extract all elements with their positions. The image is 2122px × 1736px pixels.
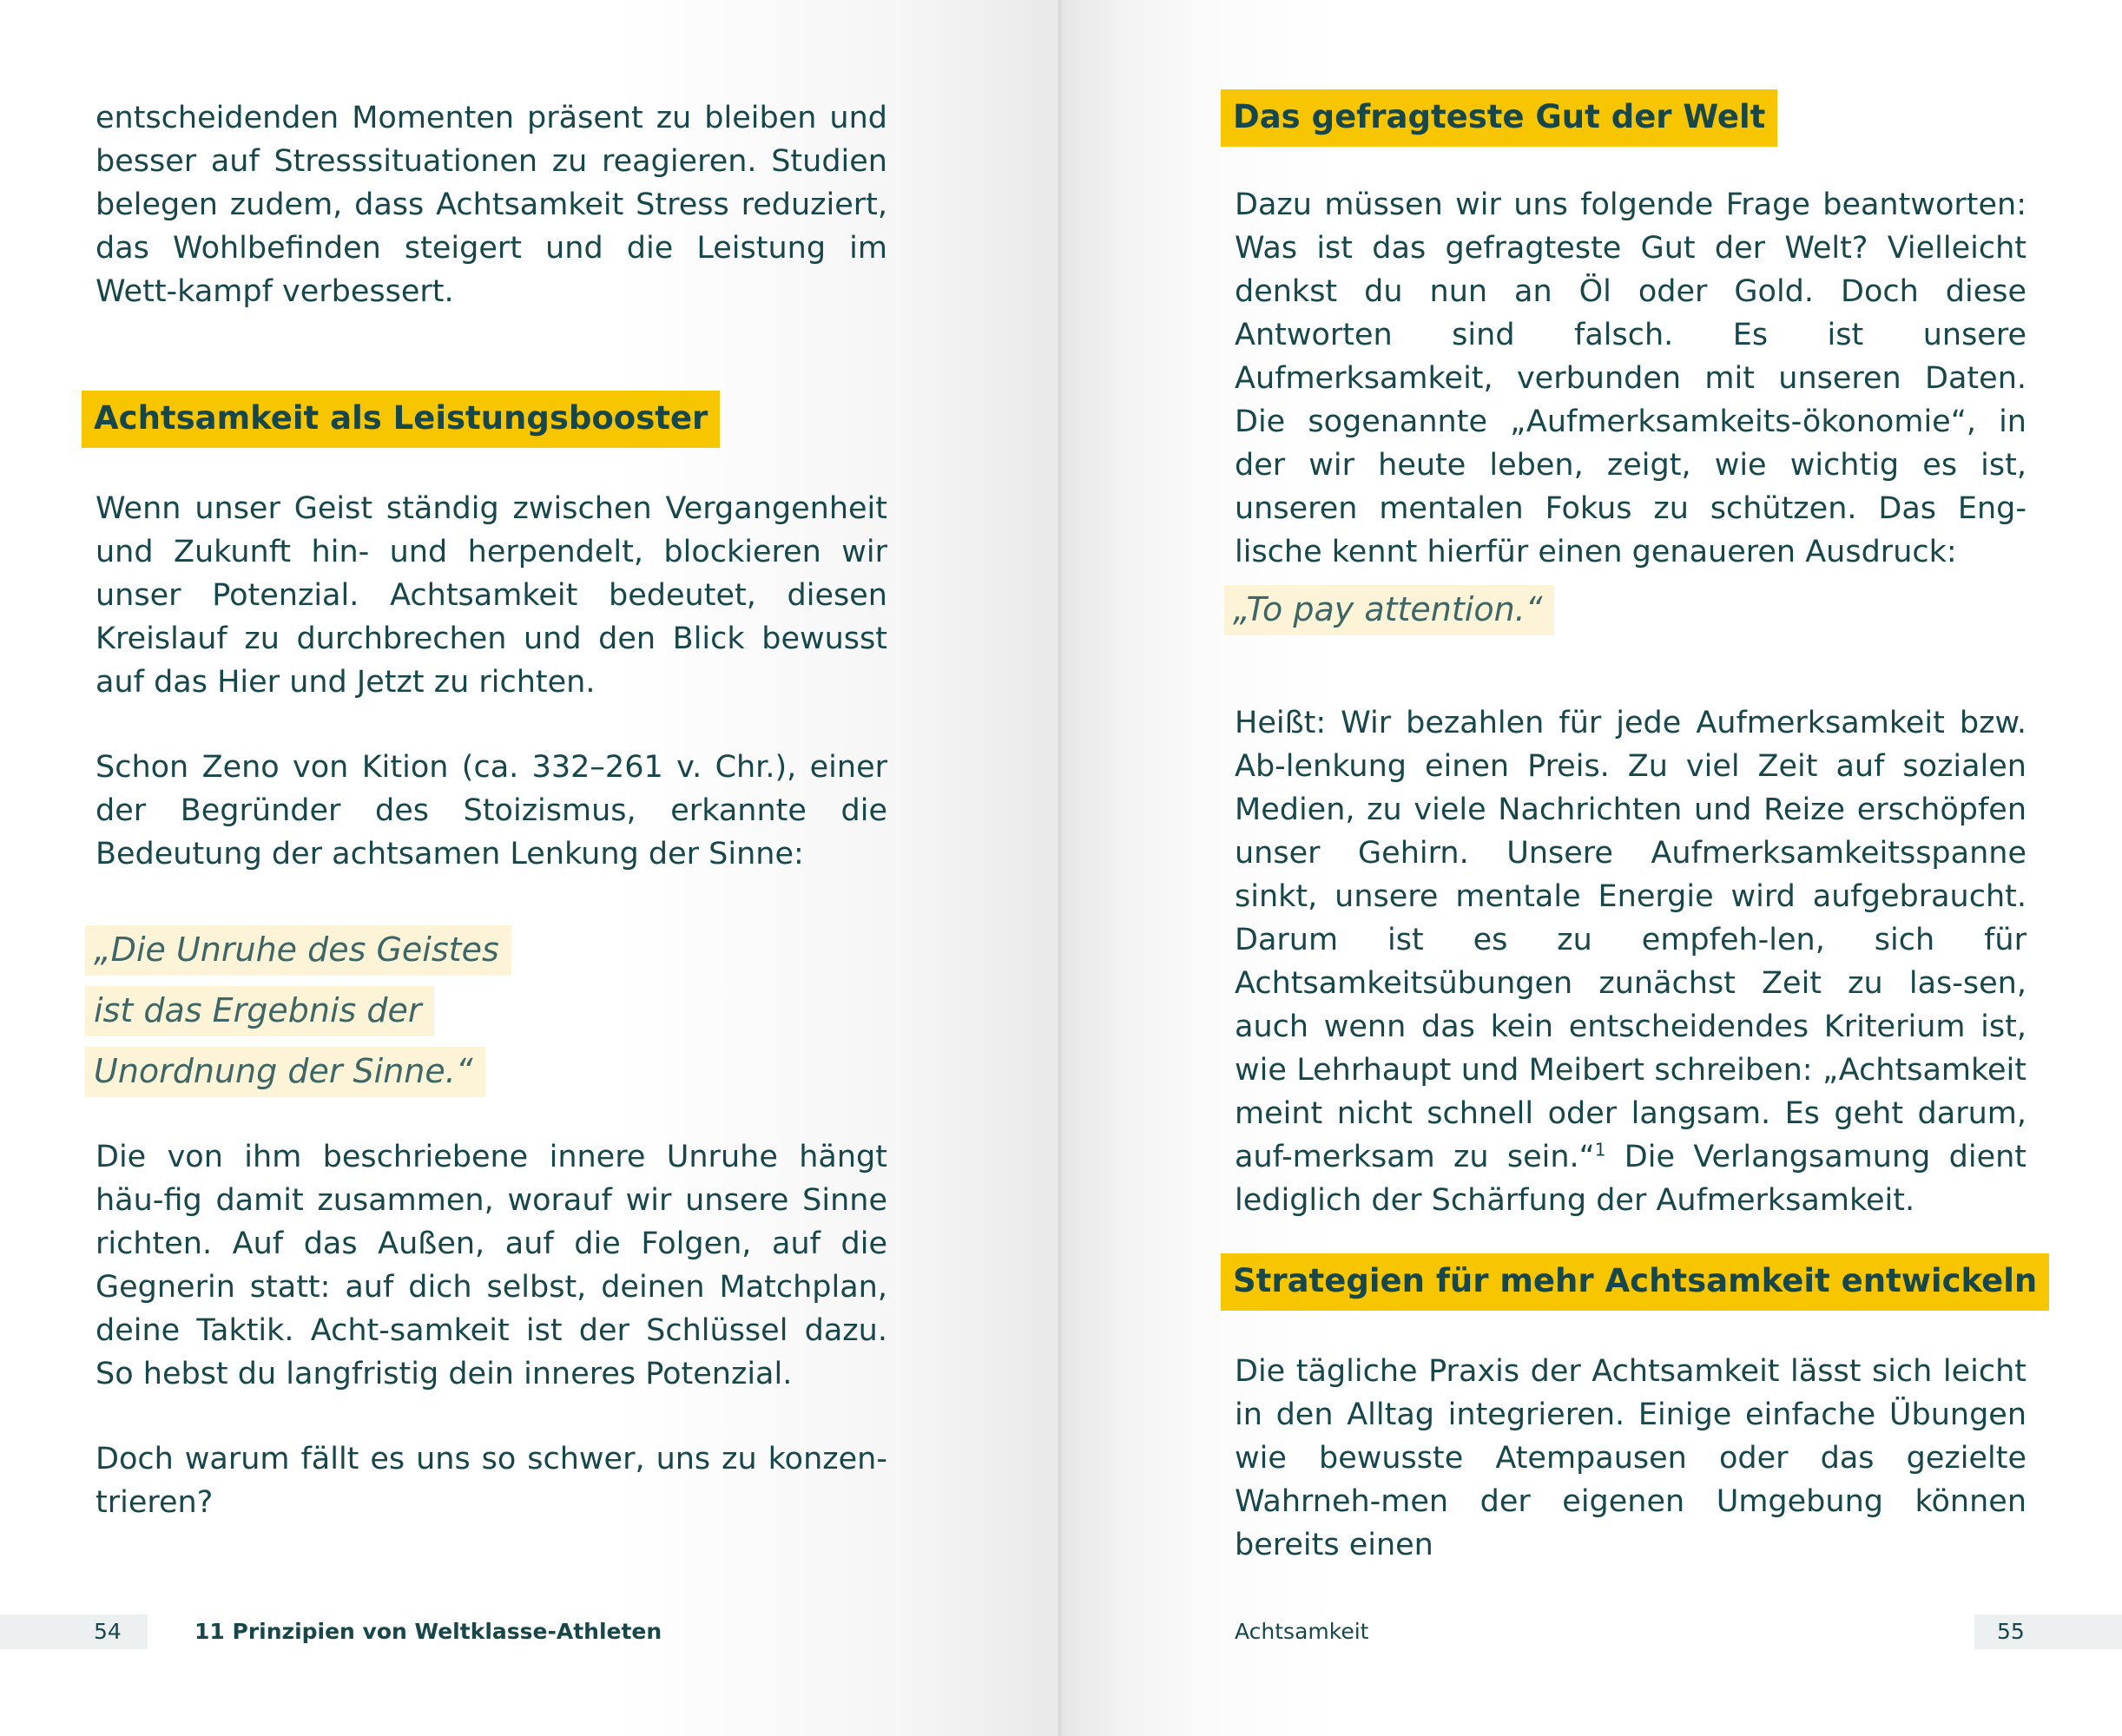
quote-line: „To pay attention.“ [1224,585,1554,635]
section-heading-strategien: Strategien für mehr Achtsamkeit entwickeln [1221,1253,2049,1311]
right-heading-1-wrapper [1235,89,1777,147]
paragraph-zeno: Schon Zeno von Kition (ca. 332–261 v. Chr.), einer der Begründer des Stoizismus, erkannte die Bedeutung der achtsamen Lenkung der Sinne: [96,750,887,871]
footnote-marker[interactable]: 1 [1594,1139,1606,1161]
running-title: 11 Prinzipien von Weltklasse-Athleten [194,1619,662,1644]
paragraph-unruhe: Die von ihm beschriebene innere Unruhe hängt häu-fig damit zusammen, worauf wir unsere Sinne richten. Auf das Außen, auf die Folgen, auf die Gegnerin statt: auf dich selbst, deinen Matchplan, deine Taktik. Acht-samkeit ist der Schlüssel dazu. So hebst du langfristig dein inneres Potenzial. [96,1140,887,1391]
intro-paragraph: entscheidenden Momenten präsent zu bleiben und besser auf Stresssituationen zu reagieren. Studien belegen zudem, dass Achtsamkeit Stress reduziert, das Wohlbefinden steigert und die Leistung im Wett-kampf verbessert. [96,101,887,309]
right-page [1061,0,2122,1736]
left-footer-band [0,1614,148,1649]
book-gutter [1058,0,1063,1736]
quote-line: ist das Ergebnis der [85,986,434,1036]
zeno-quote [85,925,511,1108]
paragraph-heisst-text: Heißt: Wir bezahlen für jede Aufmerksamkeit bzw. Ab-lenkung einen Preis. Zu viel Zeit auf sozialen Medien, zu viele Nachrichten und Reize erschöpfen unser Gehirn. Unsere Aufmerksamkeitsspanne sinkt, unsere mentale Energie wird aufgebraucht. Darum ist es zu empfeh-len, sich für Achtsamkeitsübungen zunächst Zeit zu las-sen, auch wenn das kein entscheidendes Kriterium ist, wie Lehrhaupt und Meibert schreiben: „Achtsamkeit meint nicht schnell oder langsam. Es geht darum, auf-merksam zu sein.“ [1235,706,2026,1174]
section-title-right: Achtsamkeit [1235,1619,1369,1644]
section-heading-gefragteste-gut: Das gefragteste Gut der Welt [1221,89,1777,147]
section-heading-leistungsbooster: Achtsamkeit als Leistungsbooster [82,391,720,448]
quote-line: Unordnung der Sinne.“ [85,1047,485,1097]
paragraph-praxis: Die tägliche Praxis der Achtsamkeit lässt sich leicht in den Alltag integrieren. Einige einfache Übungen wie bewusste Atempausen oder das gezielte Wahrneh-men der eigenen Umgebung können bereits einen [1235,1354,2026,1562]
page-number-right: 55 [1997,1619,2025,1644]
paragraph-heisst-tail: Die Verlangsamung dient lediglich der Schärfung der Aufmerksamkeit. [1235,1140,2027,1218]
left-heading-wrapper [96,391,720,448]
attention-quote [1224,585,1554,646]
paragraph-heisst [1235,701,2026,1222]
paragraph-kreislauf: Wenn unser Geist ständig zwischen Vergangenheit und Zukunft hin- und herpendelt, blockieren wir unser Potenzial. Achtsamkeit bedeutet, diesen Kreislauf zu durchbrechen und den Blick bewusst auf das Hier und Jetzt zu richten. [96,491,887,700]
paragraph-aufmerksamkeit: Dazu müssen wir uns folgende Frage beantworten: Was ist das gefragteste Gut der Welt? Vielleicht denkst du nun an Öl oder Gold. Doch diese Antworten sind falsch. Es ist unsere Aufmerksamkeit, verbunden mit unseren Daten. Die sogenannte „Aufmerksamkeits-ökonomie“, in der wir heute leben, zeigt, wie wichtig es ist, unseren mentalen Fokus zu schützen. Das Eng-lische kennt hierfür einen genaueren Ausdruck: [1235,187,2026,569]
quote-line: „Die Unruhe des Geistes [85,925,511,976]
page-number-left: 54 [94,1619,122,1644]
right-heading-2-wrapper [1235,1253,2049,1311]
paragraph-konzentrieren: Doch warum fällt es uns so schwer, uns zu konzen-trieren? [96,1442,887,1520]
